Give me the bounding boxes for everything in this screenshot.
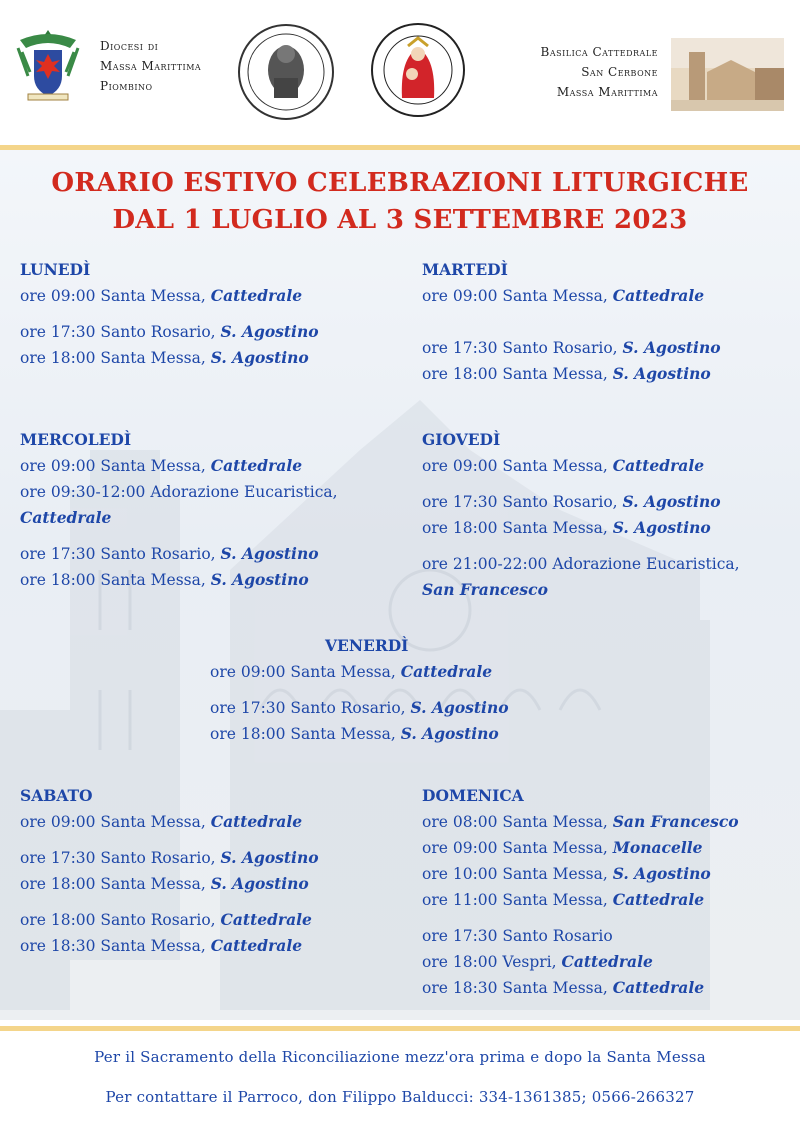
schedule-entry: ore 09:30-12:00 Adorazione Eucaristica, [20,483,338,501]
diocese-line-1: Diocesi di [100,39,159,53]
schedule-entry: ore 11:00 Santa Messa, Cattedrale [422,890,705,909]
schedule-entry-place: San Francesco [422,580,548,599]
schedule-entry: ore 18:30 Santa Messa, Cattedrale [422,978,705,997]
schedule-entry: ore 09:00 Santa Messa, Cattedrale [20,812,303,831]
basilica-photo [671,38,784,111]
schedule-entry: ore 18:00 Santo Rosario, Cattedrale [20,910,312,929]
day-name: MARTEDÌ [422,260,508,279]
schedule-entry: ore 18:00 Santa Messa, S. Agostino [210,724,499,743]
schedule-entry: ore 09:00 Santa Messa, Cattedrale [422,286,705,305]
day-name: DOMENICA [422,786,524,805]
day-block-martedi [422,257,721,387]
diocese-coat-of-arms-logo [14,26,82,106]
schedule-entry: ore 17:30 Santo Rosario, S. Agostino [210,698,509,717]
schedule-entry: ore 17:30 Santo Rosario, S. Agostino [20,544,319,563]
schedule-entry: ore 18:00 Santa Messa, S. Agostino [422,518,711,537]
day-block-giovedi [422,427,740,603]
schedule-entry: ore 09:00 Santa Messa, Monacelle [422,838,703,857]
schedule-entry: ore 17:30 Santo Rosario, S. Agostino [20,322,319,341]
basilica-line-1: Basilica Cattedrale [540,45,658,59]
page-title: ORARIO ESTIVO CELEBRAZIONI LITURGICHE [51,168,749,198]
schedule-entry-place: Cattedrale [20,508,112,527]
schedule-entry: ore 18:00 Santa Messa, S. Agostino [20,874,309,893]
basilica-name [502,42,658,102]
diocese-name [100,36,201,96]
basilica-line-2: San Cerbone [581,65,658,79]
schedule-entry: ore 17:30 Santo Rosario [422,927,613,945]
schedule-entry: ore 18:00 Santa Messa, S. Agostino [20,570,309,589]
footer [0,1028,800,1132]
basilica-line-3: Massa Marittima [556,85,658,99]
schedule-entry: ore 17:30 Santo Rosario, S. Agostino [20,848,319,867]
schedule-entry: ore 17:30 Santo Rosario, S. Agostino [422,492,721,511]
seminario-seal-logo [368,18,468,122]
diocese-line-3: Piombino [100,79,153,93]
top-gold-divider [0,145,800,150]
schedule-entry: ore 10:00 Santa Messa, S. Agostino [422,864,711,883]
schedule-entry: ore 09:00 Santa Messa, Cattedrale [422,456,705,475]
schedule-entry: ore 09:00 Santa Messa, Cattedrale [210,662,493,681]
day-name: SABATO [20,786,93,805]
header [0,0,800,145]
day-block-domenica [422,783,739,1001]
day-name: VENERDÌ [325,636,409,655]
unita-pastorale-seal-logo [236,22,336,122]
day-name: GIOVEDÌ [422,430,501,449]
schedule-entry: ore 18:30 Santa Messa, Cattedrale [20,936,303,955]
schedule-entry: ore 21:00-22:00 Adorazione Eucaristica, [422,555,740,573]
day-block-mercoledi [20,427,338,593]
schedule-entry: ore 18:00 Santa Messa, S. Agostino [422,364,711,383]
page-subtitle-dates: DAL 1 LUGLIO AL 3 SETTEMBRE 2023 [112,205,688,235]
day-block-lunedi [20,257,319,371]
diocese-line-2: Massa Marittima [100,59,202,73]
confession-note: Per il Sacramento della Riconciliazione mezz'ora prima e dopo la Santa Messa [94,1048,706,1066]
bottom-gold-divider [0,1026,800,1031]
parish-contact: Per contattare il Parroco, don Filippo Balducci: 334-1361385; 0566-266327 [105,1088,695,1106]
schedule-entry: ore 08:00 Santa Messa, San Francesco [422,812,739,831]
day-block-sabato [20,783,319,959]
day-name: LUNEDÌ [20,260,91,279]
schedule-entry: ore 17:30 Santo Rosario, S. Agostino [422,338,721,357]
day-block-venerdi [210,633,509,747]
schedule-entry: ore 18:00 Vespri, Cattedrale [422,952,653,971]
schedule-entry: ore 18:00 Santa Messa, S. Agostino [20,348,309,367]
day-name: MERCOLEDÌ [20,430,132,449]
schedule-entry: ore 09:00 Santa Messa, Cattedrale [20,286,303,305]
schedule-entry: ore 09:00 Santa Messa, Cattedrale [20,456,303,475]
